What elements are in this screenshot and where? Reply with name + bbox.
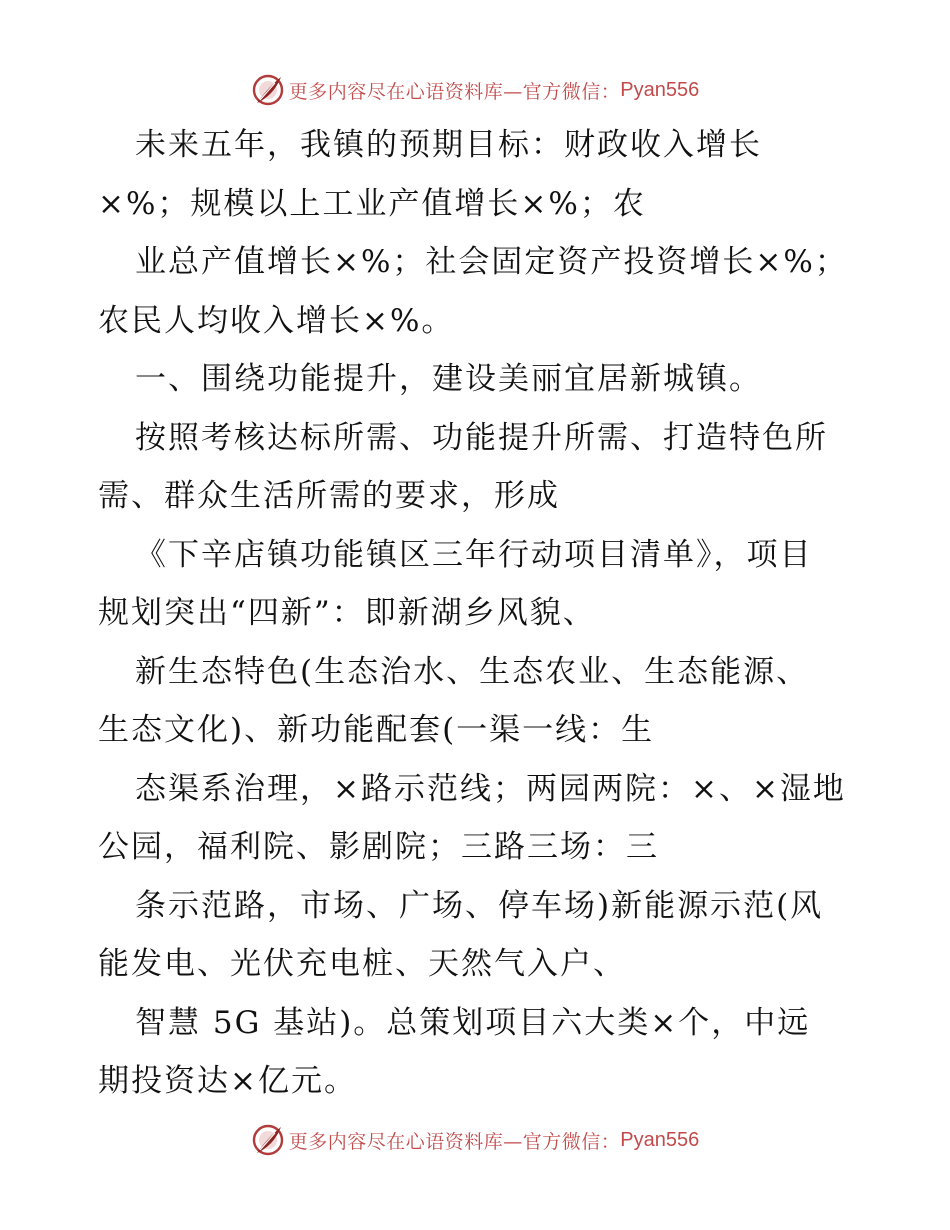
text-line: ×%；规模以上工业产值增长×%；农	[98, 185, 646, 222]
text-line: 农民人均收入增长×%。	[98, 302, 455, 339]
text-line: 公园，福利院、影剧院；三路三场：三	[98, 829, 659, 865]
watermark-text: 更多内容尽在心语资料库—官方微信：	[288, 1130, 621, 1153]
text-line: 能发电、光伏充电桩、天然气入户、	[98, 946, 626, 982]
feather-pen-logo-icon	[251, 73, 285, 107]
watermark-account: Pyan556	[620, 1128, 700, 1151]
text-line: 条示范路，市场、广场、停车场)新能源示范(风	[135, 887, 824, 924]
text-line: 态渠系治理，×路示范线；两园两院：×、×湿地	[135, 770, 846, 807]
section-heading: 一、围绕功能提升，建设美丽宜居新城镇。	[135, 361, 762, 397]
text-line: 新生态特色(生态治水、生态农业、生态能源、	[135, 653, 810, 690]
text-line: 需、群众生活所需的要求，形成	[98, 478, 560, 514]
document-body	[98, 116, 878, 1111]
watermark-text: 更多内容尽在心语资料库—官方微信：	[288, 80, 621, 103]
text-line: 业总产值增长×%；社会固定资产投资增长×%；	[135, 244, 848, 280]
text-line: 智慧 5G 基站)。总策划项目六大类×个，中远	[135, 1004, 811, 1041]
header-watermark	[0, 70, 950, 110]
text-line: 规划突出“四新”：即新湖乡风貌、	[98, 595, 596, 631]
watermark-account: Pyan556	[620, 78, 700, 101]
footer-watermark	[0, 1120, 950, 1160]
text-line: 生态文化)、新功能配套(一渠一线：生	[98, 712, 655, 748]
text-line: 未来五年，我镇的预期目标：财政收入增长	[135, 127, 762, 163]
feather-pen-logo-icon	[251, 1123, 285, 1157]
text-line: 期投资达×亿元。	[98, 1063, 357, 1099]
text-line: 按照考核达标所需、功能提升所需、打造特色所	[135, 419, 828, 456]
text-line: 《下辛店镇功能镇区三年行动项目清单》，项目	[135, 536, 813, 573]
